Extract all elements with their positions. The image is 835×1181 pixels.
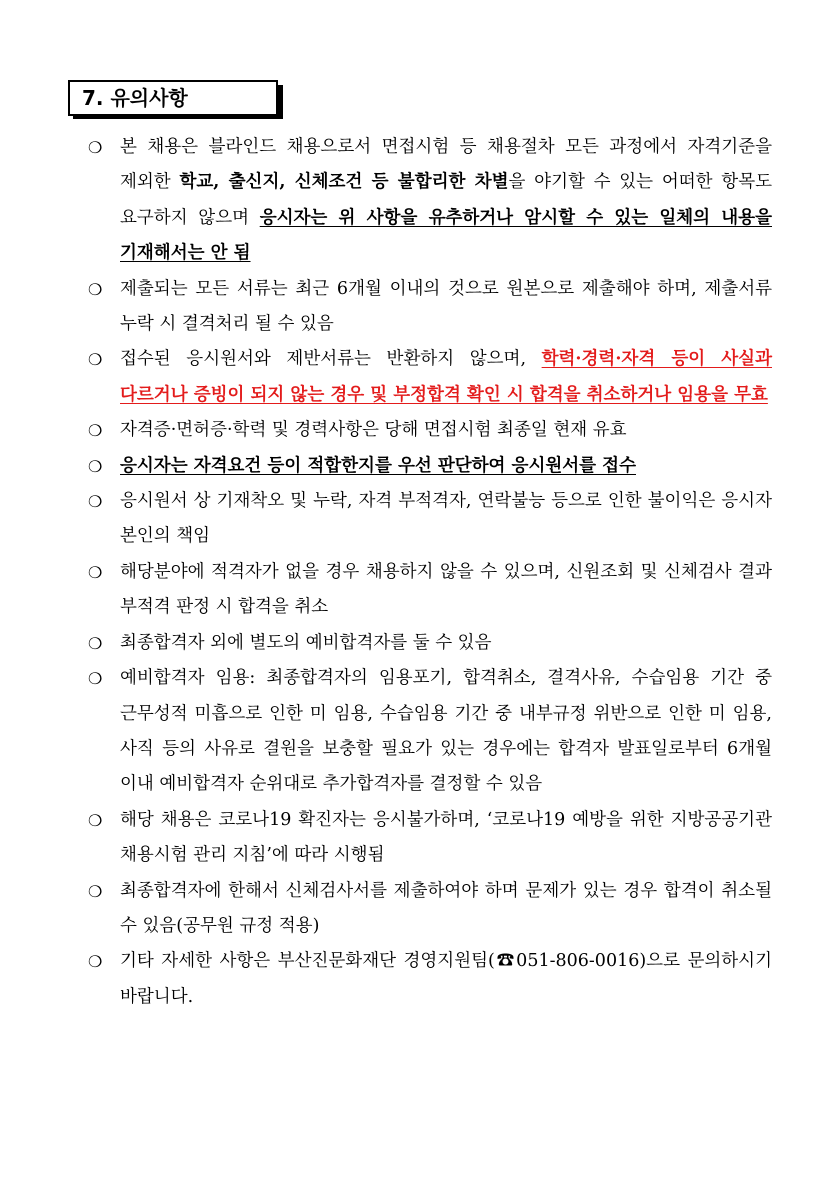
notice-text: 학력·경력·자격 등이 사실과 다르거나 증빙이 되지 않는 경우 및 부정합격 확인 시 합격을 취소하거나 임용을 무효 — [120, 349, 772, 405]
notice-item — [88, 803, 772, 874]
notice-item — [88, 874, 772, 945]
notice-list — [88, 130, 772, 1015]
notice-text: 기타 자세한 사항은 부산진문화재단 경영지원팀(☎051-806-0016)으로 문의하시기 바랍니다. — [120, 951, 772, 1007]
notice-text: 자격증·면허증·학력 및 경력사항은 당해 면접시험 최종일 현재 유효 — [120, 420, 627, 441]
notice-item — [88, 413, 772, 448]
circle-bullet-icon: ❍ — [88, 279, 103, 299]
circle-bullet-icon: ❍ — [88, 810, 103, 830]
circle-bullet-icon: ❍ — [88, 562, 103, 582]
circle-bullet-icon: ❍ — [88, 138, 103, 157]
notice-item — [88, 272, 772, 343]
notice-text: 학교, 출신지, 신체조건 등 불합리한 차별 — [179, 172, 509, 193]
notice-text: 접수된 응시원서와 제반서류는 반환하지 않으며, — [120, 349, 542, 370]
notice-text: 해당분야에 적격자가 없을 경우 채용하지 않을 수 있으며, 신원조회 및 신체검사 결과 부적격 판정 시 합격을 취소 — [120, 561, 772, 618]
notice-text: 예비합격자 임용: 최종합격자의 임용포기, 합격취소, 결격사유, 수습임용 기간 중 근무성적 미흡으로 인한 미 임용, 수습임용 기간 중 내부규정 위반으로 인한 미 임용, 사직 등의 사유로 결원을 보충할 필요가 있는 경우에는 합격자 발표일로부터 6개월 이내 예비합격자 순위대로 추가합격자를 결정할 수 있음 — [120, 668, 772, 795]
circle-bullet-icon: ❍ — [88, 350, 103, 370]
notice-item — [88, 130, 772, 272]
circle-bullet-icon: ❍ — [88, 633, 103, 653]
section-heading — [68, 80, 284, 120]
notice-item — [88, 661, 772, 803]
notice-text: 최종합격자에 한해서 신체검사서를 제출하여야 하며 문제가 있는 경우 합격이 취소될 수 있음(공무원 규정 적용) — [120, 880, 772, 936]
notice-item — [88, 944, 772, 1015]
notice-item — [88, 555, 772, 626]
circle-bullet-icon: ❍ — [88, 492, 103, 512]
circle-bullet-icon: ❍ — [88, 421, 103, 441]
notice-text: 본 채용은 블라인드 채용으로서 면접시험 등 채용절차 모든 과정에서 자격기준을 제외한 — [120, 137, 772, 193]
notice-text: 응시자는 위 사항을 유추하거나 암시할 수 있는 일체의 내용을 기재해서는 안 됨 — [120, 207, 772, 264]
notice-text: 해당 채용은 코로나19 확진자는 응시불가하며, ‘코로나19 예방을 위한 지방공공기관 채용시험 관리 지침’에 따라 시행됨 — [120, 809, 772, 866]
circle-bullet-icon: ❍ — [88, 456, 103, 476]
section-title: 7. 유의사항 — [82, 86, 188, 110]
notice-item — [88, 342, 772, 413]
notice-item — [88, 449, 772, 484]
notice-text: 응시원서 상 기재착오 및 누락, 자격 부적격자, 연락불능 등으로 인한 불이익은 응시자 본인의 책임 — [120, 491, 772, 547]
notice-item — [88, 626, 772, 661]
notice-text: 최종합격자 외에 별도의 예비합격자를 둘 수 있음 — [120, 632, 492, 653]
notice-text: 제출되는 모든 서류는 최근 6개월 이내의 것으로 원본으로 제출해야 하며, 제출서류 누락 시 결격처리 될 수 있음 — [120, 278, 772, 335]
circle-bullet-icon: ❍ — [88, 952, 103, 972]
circle-bullet-icon: ❍ — [88, 669, 103, 689]
notice-item — [88, 484, 772, 555]
notice-text: 응시자는 자격요건 등이 적합한지를 우선 판단하여 응시원서를 접수 — [120, 455, 636, 476]
circle-bullet-icon: ❍ — [88, 881, 103, 901]
notice-text: 을 야기할 수 있는 어떠한 항목도 요구하지 않으며 — [120, 172, 773, 228]
heading-box — [68, 80, 278, 116]
